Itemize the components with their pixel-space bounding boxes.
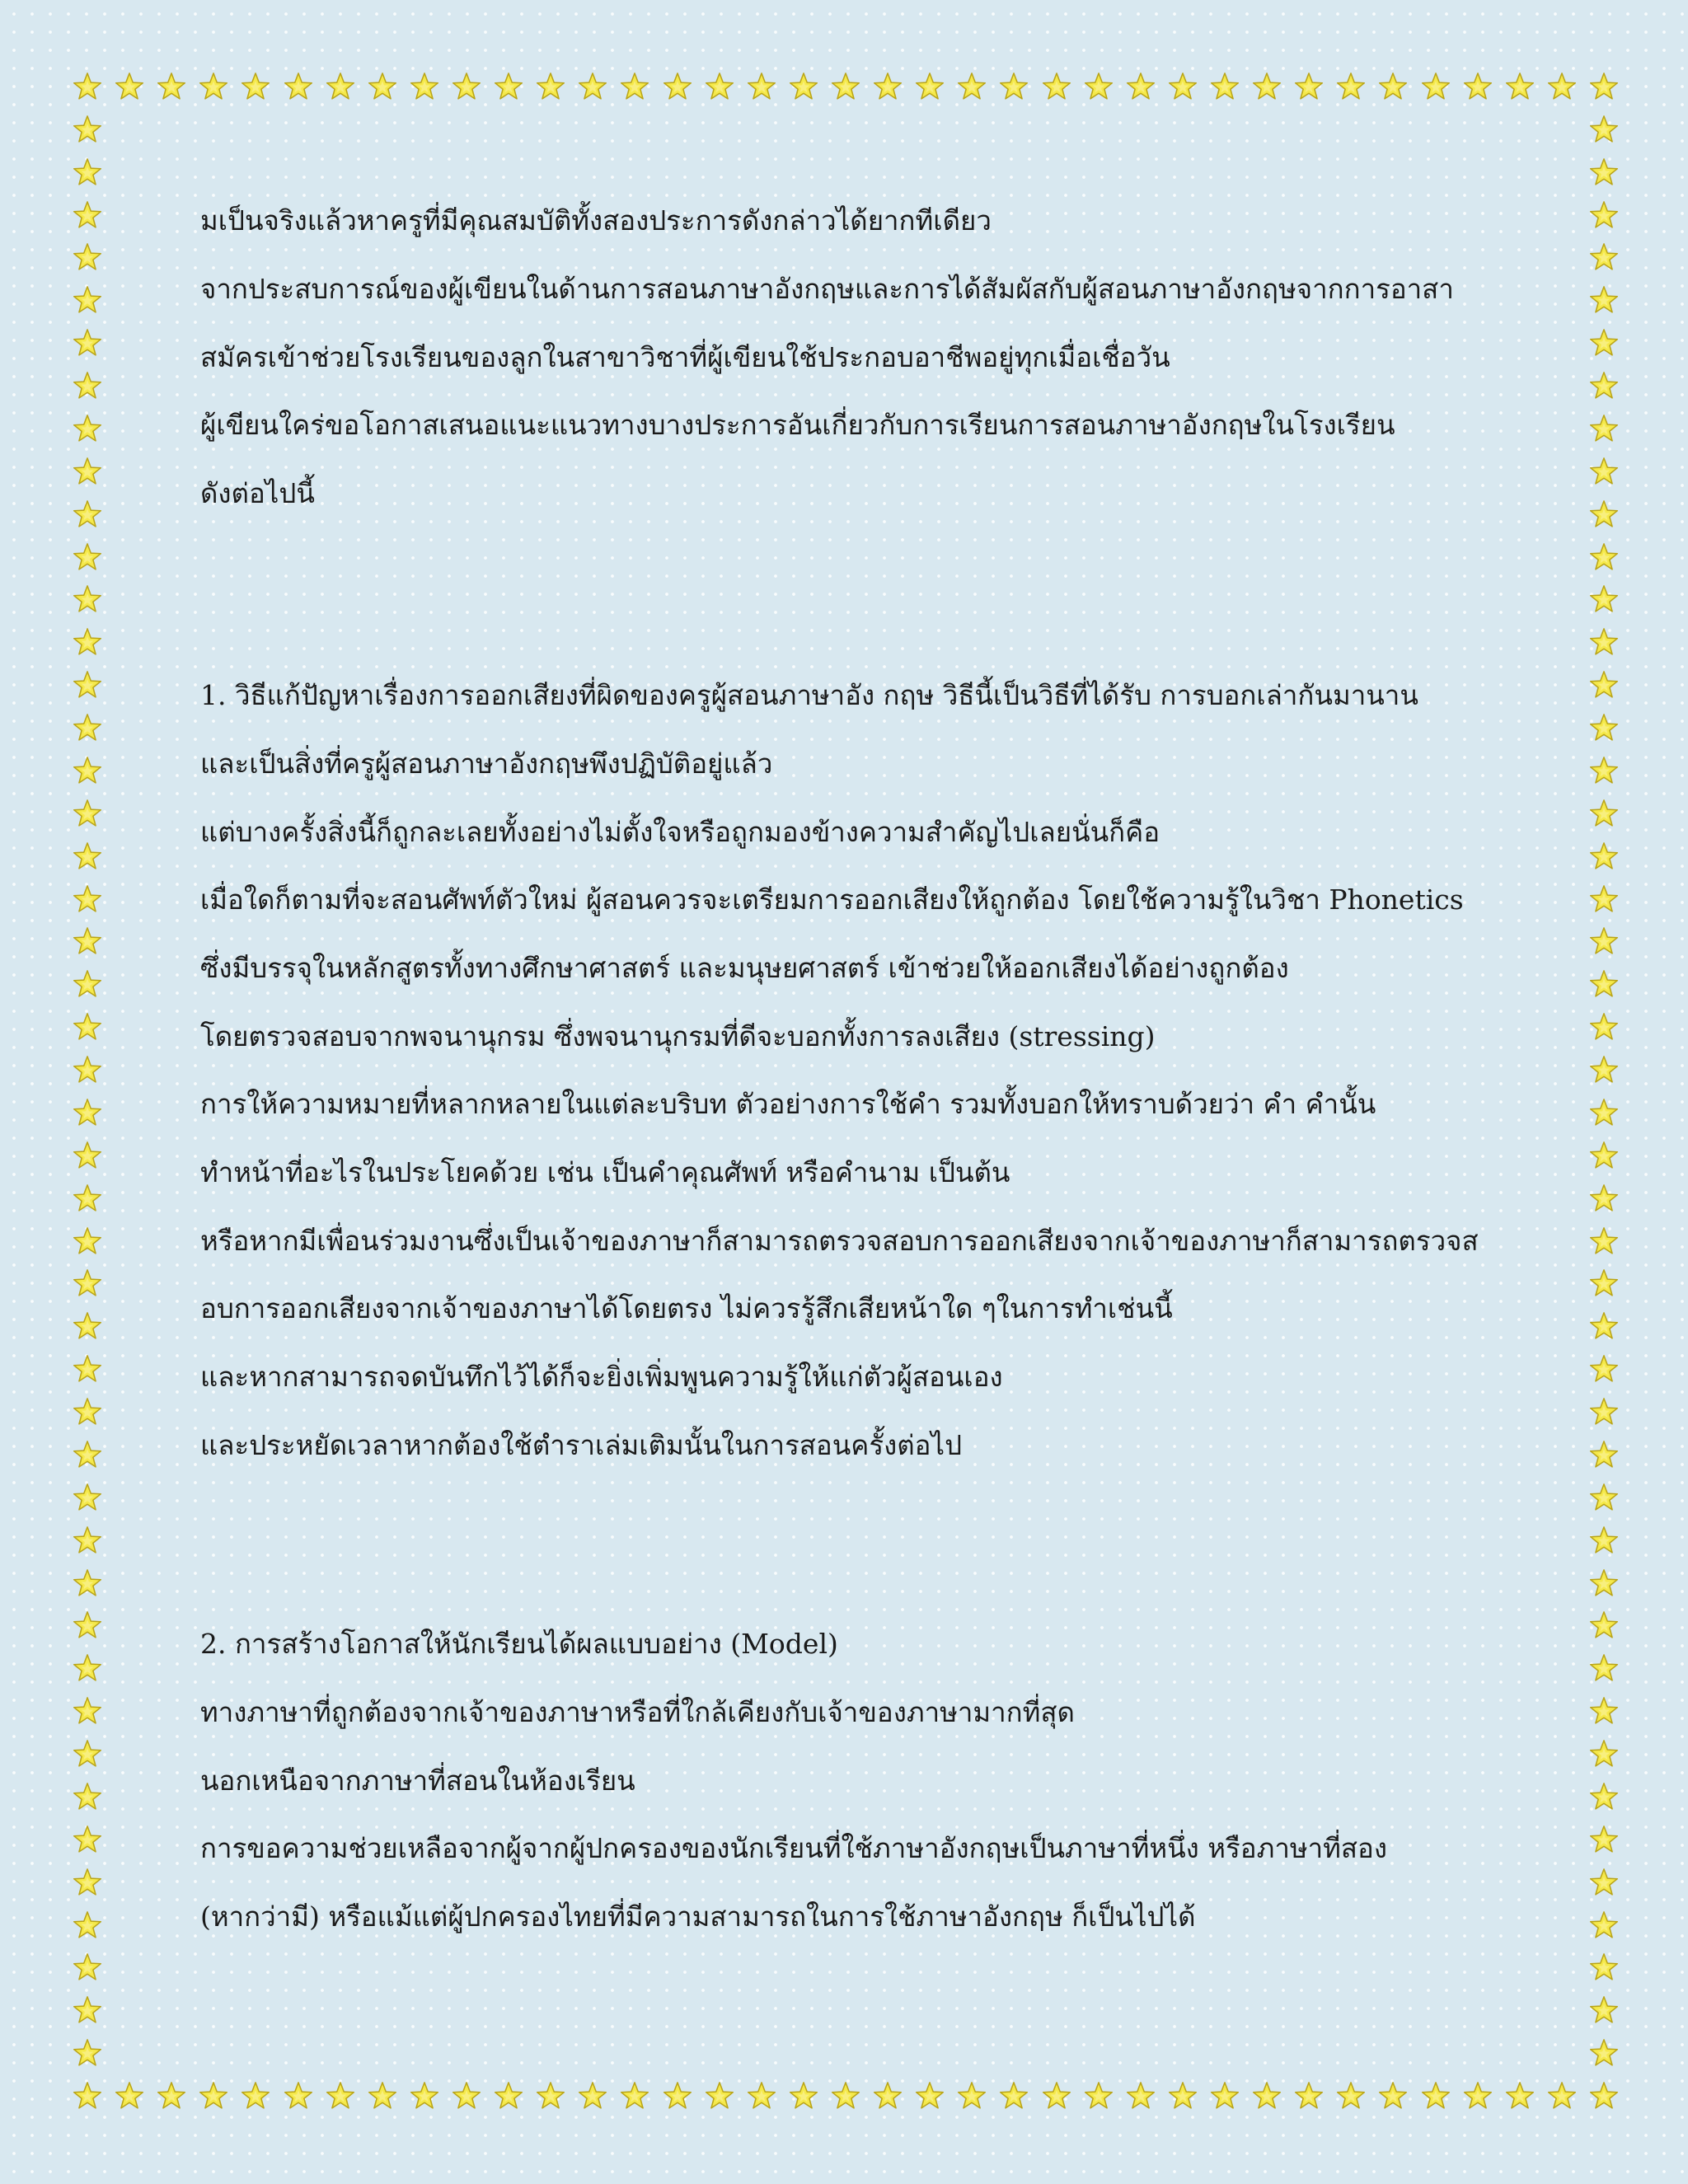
text-line: หรือหากมีเพื่อนร่วมงานซึ่งเป็นเจ้าของภาษาก็สามารถตรวจสอบการออกเสียงจากเจ้าของภาษาก็สามารถตรวจส [200,1225,1479,1257]
star-icon [71,413,104,446]
star-icon [1461,71,1494,104]
star-icon [1334,71,1367,104]
text-line: (หากว่ามี) หรือแม้แต่ผู้ปกครองไทยที่มีความสามารถในการใช้ภาษาอังกฤษ ก็เป็นไปได้ [200,1900,1196,1933]
star-icon [955,2080,988,2113]
star-icon [366,2080,399,2113]
star-icon [408,2080,441,2113]
star-icon [71,1910,104,1943]
star-icon [534,71,567,104]
star-icon [1040,71,1073,104]
star-icon [1587,1226,1620,1258]
star-icon [1587,284,1620,317]
star-icon [71,1097,104,1130]
section-1-heading: 1. วิธีแก้ปัญหาเรื่องการออกเสียงที่ผิดของครูผู้สอนภาษาอัง กฤษ วิธีนี้เป็นวิธีที่ได้รับ การบอกเล่ากันมานาน [200,679,1418,711]
text-line: มเป็นจริงแล้วหาครูที่มีคุณสมบัติทั้งสองประการดังกล่าวได้ยากทีเดียว [200,204,992,237]
star-icon [1587,370,1620,403]
star-icon [282,2080,315,2113]
star-icon [71,883,104,916]
star-icon [1587,1652,1620,1685]
star-icon [1587,583,1620,616]
star-icon [534,2080,567,2113]
star-icon [1587,841,1620,874]
star-icon [71,1525,104,1558]
star-icon [71,798,104,831]
star-icon [1587,1910,1620,1943]
text-line: นอกเหนือจากภาษาที่สอนในห้องเรียน [200,1765,635,1797]
star-icon [197,71,230,104]
star-icon [71,1482,104,1515]
star-icon [324,2080,357,2113]
text-line: ทางภาษาที่ถูกต้องจากเจ้าของภาษาหรือที่ใกล้เคียงกับเจ้าของภาษามากที่สุด [200,1696,1075,1728]
star-icon [1503,2080,1536,2113]
star-icon [1587,1695,1620,1728]
star-icon [703,71,736,104]
star-icon [71,1226,104,1258]
star-icon [71,71,104,104]
star-icon [1587,712,1620,745]
star-icon [1587,883,1620,916]
star-icon [71,1610,104,1643]
star-icon [1587,1183,1620,1216]
star-icon [997,2080,1030,2113]
star-icon [913,71,946,104]
star-icon [1166,71,1199,104]
star-icon [1292,71,1325,104]
star-icon [1587,1568,1620,1601]
star-icon [1587,1781,1620,1814]
star-icon [1587,1097,1620,1130]
star-icon [1587,1824,1620,1857]
star-icon [71,456,104,489]
star-icon [1124,71,1157,104]
star-icon [1587,626,1620,659]
star-icon [1587,1482,1620,1515]
star-icon [1376,2080,1409,2113]
star-icon [1587,1353,1620,1386]
star-icon [71,1310,104,1343]
star-icon [113,71,146,104]
star-icon [1587,241,1620,274]
star-icon [71,968,104,1001]
star-icon [71,241,104,274]
star-icon [661,2080,694,2113]
star-icon [1334,2080,1367,2113]
star-icon [155,2080,188,2113]
star-icon [1040,2080,1073,2113]
star-icon [1250,2080,1283,2113]
star-icon [913,2080,946,2113]
star-icon [618,2080,651,2113]
star-icon [71,114,104,147]
star-icon [1124,2080,1157,2113]
star-icon [1587,1994,1620,2027]
star-icon [1587,1310,1620,1343]
star-icon [1587,1525,1620,1558]
star-icon [1419,71,1452,104]
text-line: ดังต่อไปนี้ [200,477,315,509]
star-icon [1587,114,1620,147]
star-icon [71,1568,104,1601]
star-icon [997,71,1030,104]
star-icon [1166,2080,1199,2113]
star-icon [71,1781,104,1814]
star-icon [1250,71,1283,104]
star-icon [197,2080,230,2113]
star-icon [576,71,609,104]
star-icon [1587,1054,1620,1087]
text-line: และหากสามารถจดบันทึกไว้ได้ก็จะยิ่งเพิ่มพูนความรู้ให้แก่ตัวผู้สอนเอง [200,1361,1003,1393]
text-line: เมื่อใดก็ตามที่จะสอนศัพท์ตัวใหม่ ผู้สอนควรจะเตรียมการออกเสียงให้ถูกต้อง โดยใช้ความรู้ในวิชา Phonetics [200,883,1464,916]
star-icon [71,841,104,874]
star-icon [1587,2080,1620,2113]
star-icon [1503,71,1536,104]
star-icon [155,71,188,104]
star-icon [71,1867,104,1900]
star-icon [661,71,694,104]
star-icon [1587,1011,1620,1044]
star-icon [71,327,104,360]
star-icon [1545,71,1578,104]
star-icon [1587,327,1620,360]
star-icon [71,370,104,403]
star-icon [618,71,651,104]
star-icon [71,1353,104,1386]
star-icon [71,499,104,532]
star-icon [745,71,778,104]
star-icon [71,1952,104,1985]
star-icon [71,1994,104,2027]
star-icon [1587,755,1620,788]
star-icon [71,1011,104,1044]
text-line: และประหยัดเวลาหากต้องใช้ตำราเล่มเติมนั้นในการสอนครั้งต่อไป [200,1429,963,1461]
star-icon [282,71,315,104]
text-line: โดยตรวจสอบจากพจนานุกรม ซึ่งพจนานุกรมที่ดีจะบอกทั้งการลงเสียง (stressing) [200,1020,1156,1052]
star-icon [492,71,525,104]
star-icon [576,2080,609,2113]
star-icon [71,541,104,574]
text-line: ทำหน้าที่อะไรในประโยคด้วย เช่น เป็นคำคุณศัพท์ หรือคำนาม เป็นต้น [200,1156,1010,1188]
text-line: ซึ่งมีบรรจุในหลักสูตรทั้งทางศึกษาศาสตร์ และมนุษยศาสตร์ เข้าช่วยให้ออกเสียงได้อย่างถูกต้อง [200,952,1289,984]
star-icon [1587,499,1620,532]
text-line: สมัครเข้าช่วยโรงเรียนของลูกในสาขาวิชาที่ผู้เขียนใช้ประกอบอาชีพอยู่ทุกเมื่อเชื่อวัน [200,341,1170,373]
text-line: อบการออกเสียงจากเจ้าของภาษาได้โดยตรง ไม่ควรรู้สึกเสียหน้าใด ๆในการทำเช่นนี้ [200,1292,1173,1324]
star-icon [113,2080,146,2113]
star-icon [450,71,483,104]
star-icon [1587,1610,1620,1643]
star-icon [1587,413,1620,446]
star-icon [71,1396,104,1429]
star-icon [1587,1396,1620,1429]
star-icon [1419,2080,1452,2113]
text-line: จากประสบการณ์ของผู้เขียนในด้านการสอนภาษาอังกฤษและการได้สัมผัสกับผู้สอนภาษาอังกฤษจากการอาสา [200,273,1454,305]
star-icon [239,2080,272,2113]
star-icon [366,71,399,104]
star-icon [450,2080,483,2113]
star-icon [787,71,820,104]
star-icon [239,71,272,104]
text-line: การขอความช่วยเหลือจากผู้จากผู้ปกครองของนักเรียนที่ใช้ภาษาอังกฤษเป็นภาษาที่หนึ่ง หรือภาษาที่สอง [200,1832,1387,1864]
star-icon [1208,71,1241,104]
star-icon [1208,2080,1241,2113]
star-icon [1587,1140,1620,1173]
star-icon [71,199,104,232]
star-icon [71,1054,104,1087]
star-icon [829,2080,862,2113]
star-icon [71,284,104,317]
star-icon [1587,2037,1620,2070]
star-icon [71,1140,104,1173]
star-icon [871,2080,904,2113]
star-icon [1587,541,1620,574]
star-icon [1587,1439,1620,1472]
text-line: ผู้เขียนใคร่ขอโอกาสเสนอแนะแนวทางบางประการอันเกี่ยวกับการเรียนการสอนภาษาอังกฤษในโรงเรียน [200,409,1395,441]
star-icon [1587,926,1620,958]
star-icon [408,71,441,104]
star-icon [1587,456,1620,489]
star-icon [1587,1738,1620,1771]
star-icon [1587,71,1620,104]
star-icon [71,1738,104,1771]
star-icon [1587,157,1620,190]
star-icon [71,669,104,702]
star-icon [955,71,988,104]
star-icon [71,2080,104,2113]
star-icon [71,2037,104,2070]
text-line: แต่บางครั้งสิ่งนี้ก็ถูกละเลยทั้งอย่างไม่ตั้งใจหรือถูกมองข้างความสำคัญไปเลยนั่นก็คือ [200,816,1160,848]
star-icon [1587,1268,1620,1301]
star-icon [71,1439,104,1472]
star-icon [1587,669,1620,702]
star-icon [1292,2080,1325,2113]
star-icon [745,2080,778,2113]
star-icon [1082,71,1115,104]
star-icon [787,2080,820,2113]
star-icon [71,1824,104,1857]
star-icon [871,71,904,104]
star-icon [1587,199,1620,232]
star-icon [71,1695,104,1728]
section-2-heading: 2. การสร้างโอกาสให้นักเรียนได้ผลแบบอย่าง (Model) [200,1628,838,1660]
star-icon [71,583,104,616]
star-icon [1082,2080,1115,2113]
star-icon [71,926,104,958]
star-icon [1587,968,1620,1001]
text-line: การให้ความหมายที่หลากหลายในแต่ละบริบท ตัวอย่างการใช้คำ รวมทั้งบอกให้ทราบด้วยว่า คำ คำนั้น [200,1088,1376,1120]
star-icon [1545,2080,1578,2113]
star-icon [1587,1867,1620,1900]
star-icon [492,2080,525,2113]
star-icon [71,1183,104,1216]
star-icon [71,1268,104,1301]
star-icon [1461,2080,1494,2113]
star-icon [71,755,104,788]
star-icon [1587,1952,1620,1985]
star-icon [71,1652,104,1685]
star-icon [703,2080,736,2113]
text-line: และเป็นสิ่งที่ครูผู้สอนภาษาอังกฤษพึงปฏิบัติอยู่แล้ว [200,748,773,780]
star-icon [1376,71,1409,104]
star-icon [1587,798,1620,831]
star-icon [829,71,862,104]
star-icon [71,626,104,659]
star-icon [71,712,104,745]
star-icon [71,157,104,190]
star-icon [324,71,357,104]
